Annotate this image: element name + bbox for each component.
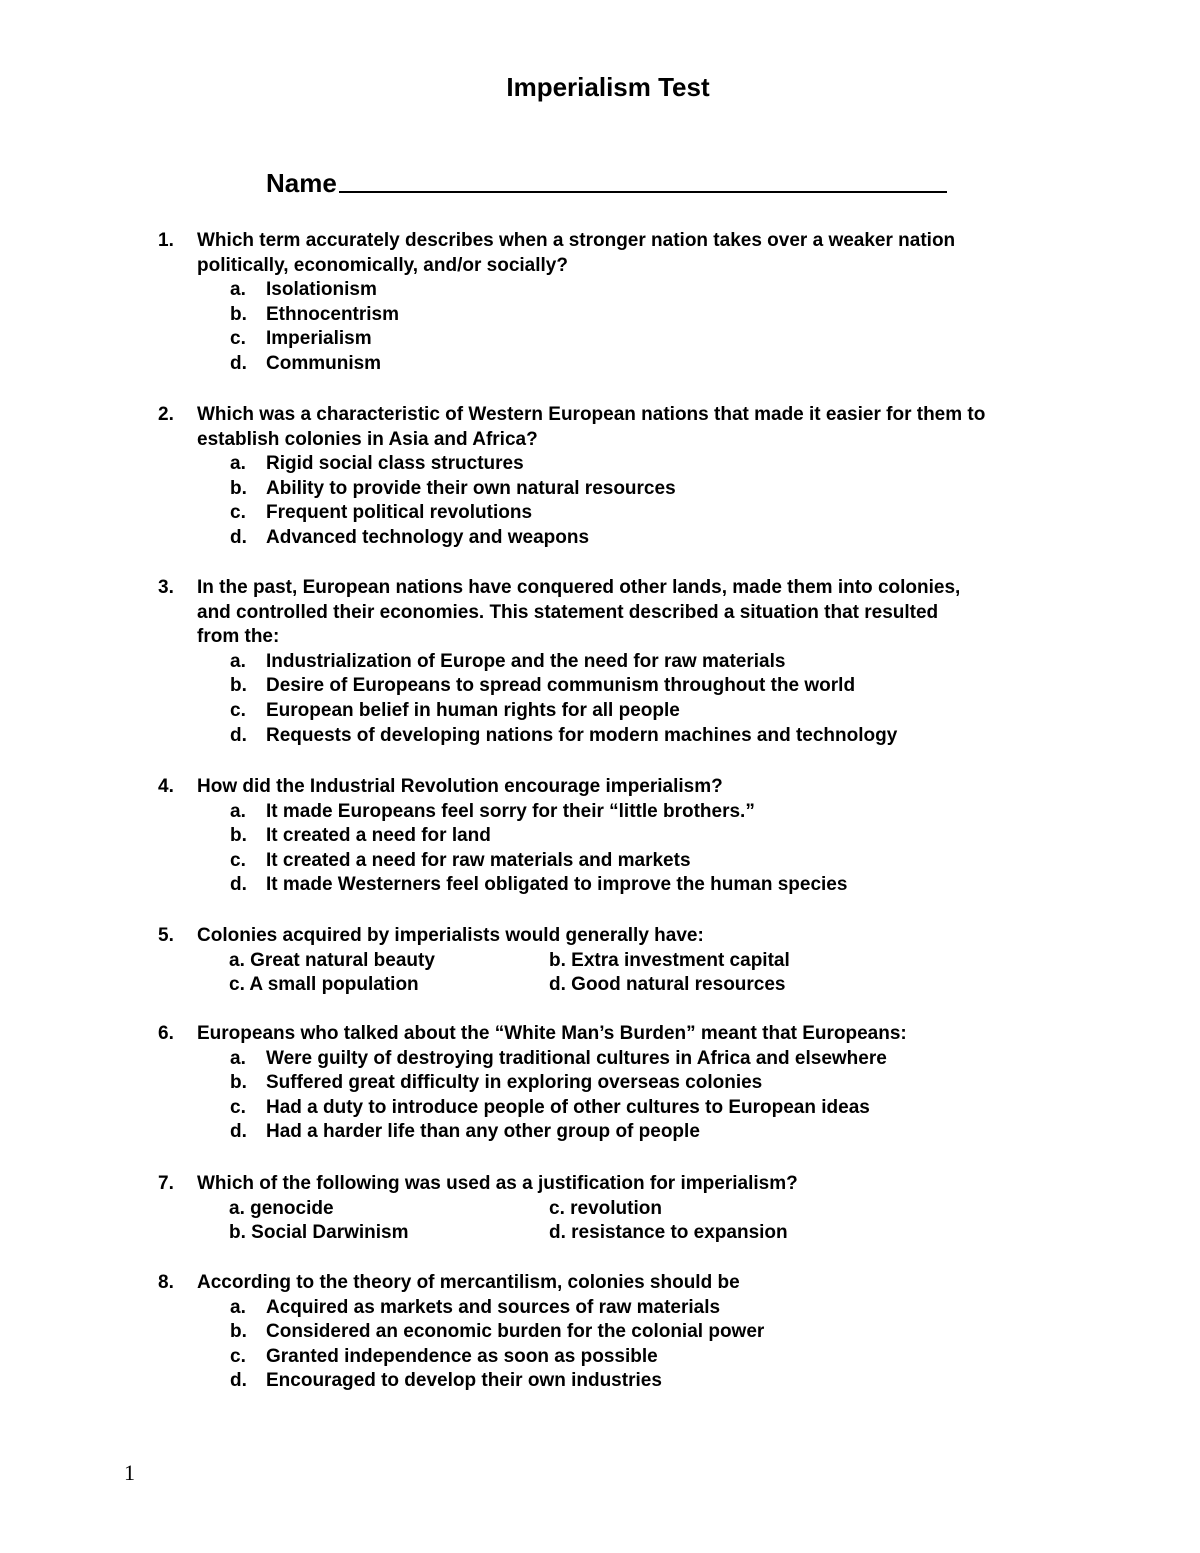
option-text: European belief in human rights for all people	[266, 700, 680, 721]
option-text: Frequent political revolutions	[266, 502, 533, 524]
question-number: 4.	[158, 776, 174, 797]
question-text-line: and controlled their economies. This statement described a situation that resulted	[197, 601, 939, 623]
answer-option-a[interactable]	[0, 1296, 1200, 1321]
option-text: Granted independence as soon as possible	[266, 1345, 658, 1367]
question-number: 2.	[158, 404, 174, 425]
answer-option-a[interactable]	[0, 1047, 1200, 1072]
answer-option-b[interactable]	[0, 674, 1200, 699]
option-text: Had a duty to introduce people of other cultures to European ideas	[266, 1096, 870, 1118]
question-text	[197, 1271, 1097, 1296]
option-letter: c.	[230, 502, 246, 524]
answer-option[interactable]: d. Good natural resources	[549, 974, 786, 996]
option-letter: b.	[230, 477, 247, 499]
option-text: Communism	[266, 353, 382, 374]
option-letter: b.	[230, 1072, 247, 1094]
option-letter: c.	[230, 849, 246, 871]
question-text-line: According to the theory of mercantilism, colonies should be	[197, 1272, 740, 1293]
option-letter: d.	[230, 527, 247, 548]
answer-option-c[interactable]	[0, 699, 1200, 724]
answer-option-c[interactable]	[0, 849, 1200, 874]
question-text-line: In the past, European nations have conquered other lands, made them into colonies,	[197, 577, 961, 598]
answer-option-b[interactable]	[0, 824, 1200, 849]
question-text-line: Which of the following was used as a justification for imperialism?	[197, 1173, 798, 1194]
question-text	[197, 403, 1097, 452]
option-text: Ethnocentrism	[266, 303, 400, 325]
question-text	[197, 1022, 1097, 1047]
option-letter: d.	[230, 1121, 247, 1143]
answer-option-b[interactable]	[0, 1320, 1200, 1345]
question-number: 3.	[158, 577, 174, 598]
question-text	[197, 1172, 1097, 1197]
name-label: Name	[266, 168, 337, 198]
page-title: Imperialism Test	[506, 72, 710, 102]
option-letter: c.	[230, 1096, 246, 1118]
question-number: 8.	[158, 1272, 174, 1293]
question-text-line: Which term accurately describes when a stronger nation takes over a weaker nation	[197, 230, 956, 251]
question-text	[197, 924, 1097, 949]
answer-option-a[interactable]	[0, 650, 1200, 675]
option-letter: b.	[230, 303, 247, 325]
name-field	[266, 164, 947, 200]
question-text	[197, 576, 1097, 650]
option-text: It created a need for raw materials and markets	[266, 849, 691, 871]
answer-option-a[interactable]	[0, 800, 1200, 825]
answer-option-d[interactable]	[0, 526, 1200, 551]
question-text-line: establish colonies in Asia and Africa?	[197, 428, 538, 450]
question-text-line: Which was a characteristic of Western European nations that made it easier for them to	[197, 404, 986, 425]
option-text: Industrialization of Europe and the need for raw materials	[266, 650, 786, 672]
option-letter: d.	[230, 874, 247, 896]
option-letter: b.	[230, 675, 247, 697]
option-letter: c.	[230, 328, 246, 350]
option-letter: b.	[230, 825, 247, 847]
answer-option[interactable]: b. Extra investment capital	[549, 949, 790, 971]
option-letter: d.	[230, 724, 247, 746]
answer-option-b[interactable]	[0, 1071, 1200, 1096]
answer-option-d[interactable]	[0, 724, 1200, 749]
option-letter: a.	[230, 650, 246, 672]
question-text-line: politically, economically, and/or socially?	[197, 254, 568, 276]
page-number: 1	[124, 1460, 135, 1485]
answer-option[interactable]: b. Social Darwinism	[229, 1222, 409, 1244]
option-letter: c.	[230, 700, 246, 721]
question-text	[197, 229, 1097, 278]
answer-option-c[interactable]	[0, 501, 1200, 526]
answer-option-c[interactable]	[0, 1096, 1200, 1121]
option-letter: d.	[230, 1370, 247, 1392]
option-text: Advanced technology and weapons	[266, 527, 590, 548]
question-text-line: How did the Industrial Revolution encourage imperialism?	[197, 776, 723, 797]
option-letter: b.	[230, 1321, 247, 1343]
answer-option[interactable]: a. genocide	[229, 1197, 334, 1219]
answer-option[interactable]: c. A small population	[229, 974, 419, 996]
question-text	[197, 775, 1097, 800]
option-text: Ability to provide their own natural resources	[266, 477, 676, 499]
question-number: 5.	[158, 925, 174, 946]
option-text: It made Europeans feel sorry for their “little brothers.”	[266, 800, 755, 822]
answer-option-d[interactable]	[0, 873, 1200, 898]
option-letter: a.	[230, 1296, 246, 1318]
answer-option-b[interactable]	[0, 477, 1200, 502]
option-letter: a.	[230, 453, 246, 475]
answer-option-d[interactable]	[0, 1120, 1200, 1145]
answer-option-a[interactable]	[0, 452, 1200, 477]
option-letter: d.	[230, 353, 247, 374]
answer-option[interactable]: d. resistance to expansion	[549, 1222, 788, 1244]
option-text: Imperialism	[266, 328, 372, 350]
option-text: Isolationism	[266, 279, 377, 301]
answer-option[interactable]: a. Great natural beauty	[229, 949, 435, 971]
option-text: Rigid social class structures	[266, 453, 524, 475]
question-number: 7.	[158, 1173, 174, 1194]
question-text-line: Colonies acquired by imperialists would generally have:	[197, 925, 704, 946]
option-text: Had a harder life than any other group of people	[266, 1121, 700, 1143]
answer-option-c[interactable]	[0, 327, 1200, 352]
answer-option-a[interactable]	[0, 278, 1200, 303]
answer-option-b[interactable]	[0, 303, 1200, 328]
answer-option-c[interactable]	[0, 1345, 1200, 1370]
option-letter: c.	[230, 1345, 246, 1367]
question-text-line: Europeans who talked about the “White Man’s Burden” meant that Europeans:	[197, 1023, 907, 1044]
question-number: 6.	[158, 1023, 174, 1044]
answer-option[interactable]: c. revolution	[549, 1197, 662, 1219]
option-text: Encouraged to develop their own industries	[266, 1370, 662, 1392]
answer-option-d[interactable]	[0, 352, 1200, 377]
option-text: It made Westerners feel obligated to improve the human species	[266, 874, 848, 896]
question-number: 1.	[158, 230, 174, 251]
option-text: Suffered great difficulty in exploring overseas colonies	[266, 1072, 763, 1094]
option-letter: a.	[230, 1047, 246, 1069]
question-text-line: from the:	[197, 626, 280, 648]
option-letter: a.	[230, 279, 246, 301]
option-text: Were guilty of destroying traditional cultures in Africa and elsewhere	[266, 1047, 887, 1069]
option-letter: a.	[230, 800, 246, 822]
option-text: Requests of developing nations for modern machines and technology	[266, 724, 898, 746]
option-text: Considered an economic burden for the colonial power	[266, 1321, 765, 1343]
option-text: Desire of Europeans to spread communism throughout the world	[266, 675, 856, 697]
answer-option-d[interactable]	[0, 1369, 1200, 1394]
option-text: It created a need for land	[266, 825, 491, 847]
option-text: Acquired as markets and sources of raw materials	[266, 1296, 721, 1318]
name-blank-line[interactable]	[339, 191, 947, 193]
